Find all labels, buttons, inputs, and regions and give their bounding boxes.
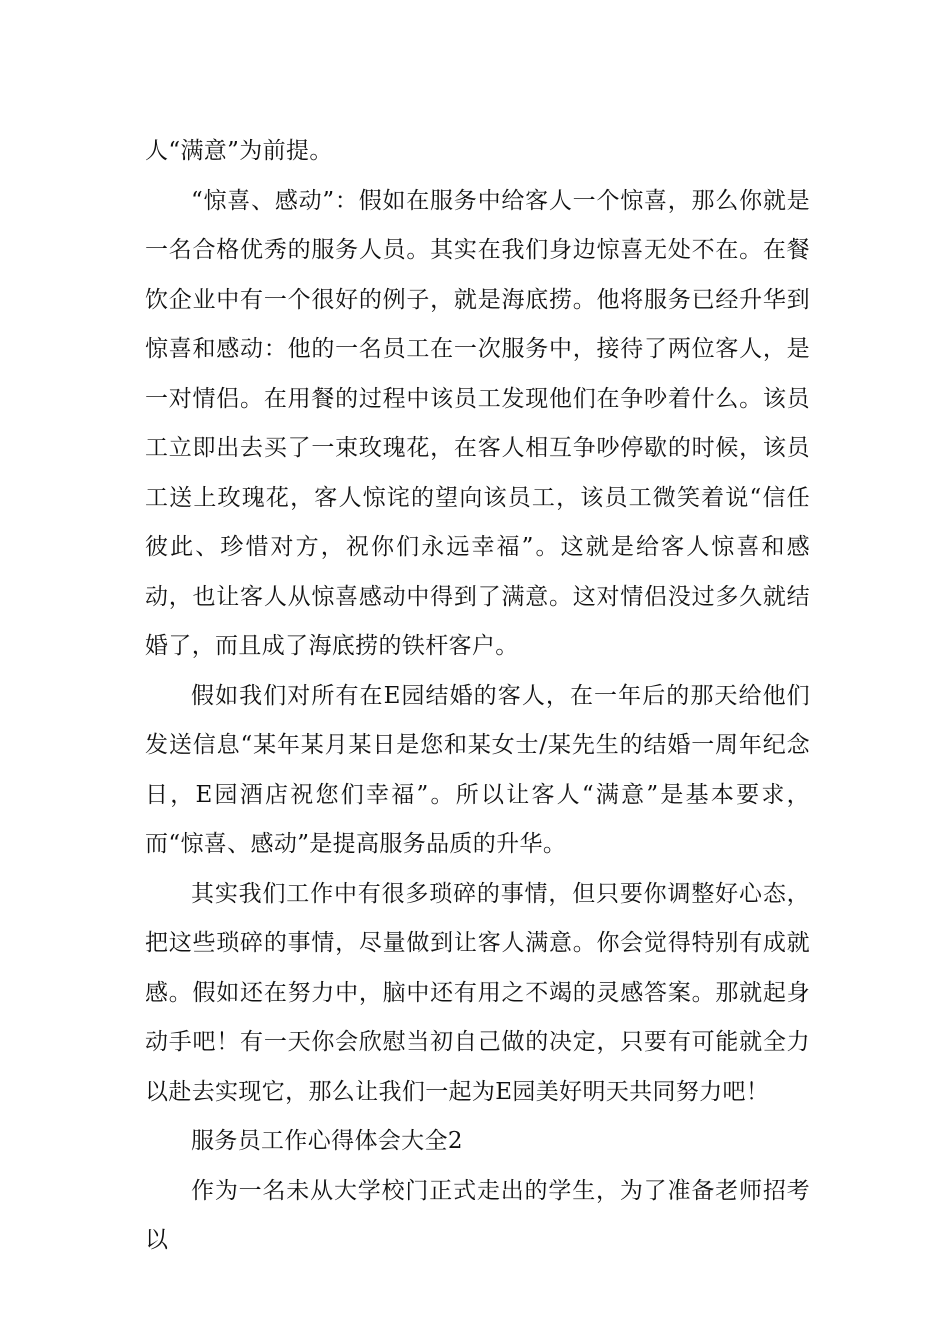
- document-body: [145, 127, 810, 1266]
- paragraph-encouragement: 其实我们工作中有很多琐碎的事情，但只要你调整好心态，把这些琐碎的事情，尽量做到让客人满意。你会觉得特别有成就感。假如还在努力中，脑中还有用之不竭的灵感答案。那就起身动手吧！有一天你会欣慰当初自己做的决定，只要有可能就全力以赴去实现它，那么让我们一起为E园美好明天共同努力吧！: [145, 880, 810, 1105]
- paragraph-continuation: 人“满意”为前提。: [145, 138, 333, 164]
- paragraph-anniversary-message: 假如我们对所有在E园结婚的客人，在一年后的那天给他们发送信息“某年某月某日是您和某女士/某先生的结婚一周年纪念日，E园酒店祝您们幸福”。所以让客人“满意”是基本要求，而“惊喜、感动”是提高服务品质的升华。: [145, 682, 810, 857]
- paragraph-surprise-touch: “惊喜、感动”：假如在服务中给客人一个惊喜，那么你就是一名合格优秀的服务人员。其实在我们身边惊喜无处不在。在餐饮企业中有一个很好的例子，就是海底捞。他将服务已经升华到惊喜和感动：他的一名员工在一次服务中，接待了两位客人，是一对情侣。在用餐的过程中该员工发现他们在争吵着什么。该员工立即出去买了一束玫瑰花，在客人相互争吵停歇的时候，该员工送上玫瑰花，客人惊诧的望向该员工，该员工微笑着说“信任彼此、珍惜对方，祝你们永远幸福”。这就是给客人惊喜和感动，也让客人从惊喜感动中得到了满意。这对情侣没过多久就结婚了，而且成了海底捞的铁杆客户。: [145, 187, 810, 659]
- section-heading: 服务员工作心得体会大全2: [191, 1128, 463, 1154]
- paragraph-next-section-start: 作为一名未从大学校门正式走出的学生，为了准备老师招考以: [145, 1177, 810, 1253]
